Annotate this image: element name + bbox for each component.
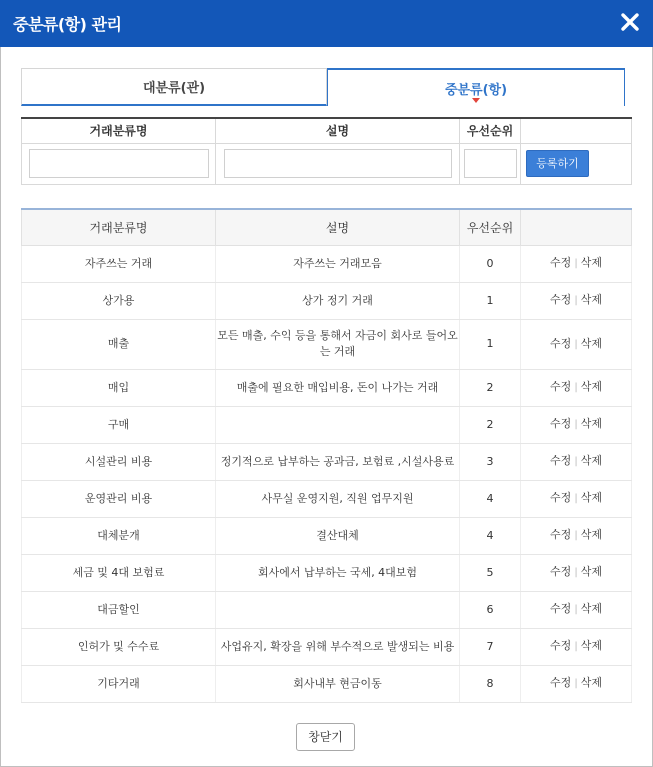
row-actions xyxy=(521,665,632,702)
close-icon[interactable] xyxy=(619,11,641,33)
row-description: 자주쓰는 거래모음 xyxy=(216,245,460,282)
row-actions xyxy=(521,628,632,665)
edit-button[interactable]: 수정 xyxy=(550,602,572,615)
edit-button[interactable]: 수정 xyxy=(550,336,572,350)
registration-form-table xyxy=(21,117,632,185)
row-name: 구매 xyxy=(22,406,216,443)
tab-major-category[interactable] xyxy=(21,68,327,106)
row-name: 시설관리 비용 xyxy=(22,443,216,480)
row-description: 사무실 운영지원, 직원 업무지원 xyxy=(216,480,460,517)
row-name: 대체분개 xyxy=(22,517,216,554)
row-priority: 7 xyxy=(460,628,521,665)
delete-button[interactable]: 삭제 xyxy=(580,293,602,306)
delete-button[interactable]: 삭제 xyxy=(580,380,602,393)
row-actions xyxy=(521,319,632,369)
row-priority: 2 xyxy=(460,369,521,406)
list-header-action xyxy=(521,209,632,245)
delete-button[interactable]: 삭제 xyxy=(580,454,602,467)
row-name: 인허가 및 수수료 xyxy=(22,628,216,665)
edit-button[interactable]: 수정 xyxy=(550,639,572,652)
row-actions xyxy=(521,591,632,628)
form-header-action xyxy=(521,118,632,143)
row-priority: 8 xyxy=(460,665,521,702)
row-description: 모든 매출, 수익 등을 통해서 자금이 회사로 들어오는 거래 xyxy=(216,319,460,369)
edit-button[interactable]: 수정 xyxy=(550,528,572,541)
tab-label: 중분류(항) xyxy=(444,82,508,98)
edit-button[interactable]: 수정 xyxy=(550,491,572,504)
row-description: 상가 정기 거래 xyxy=(216,282,460,319)
list-header-desc: 설명 xyxy=(216,209,460,245)
row-actions xyxy=(521,406,632,443)
action-separator: | xyxy=(574,567,578,578)
priority-input[interactable] xyxy=(464,149,517,178)
table-row xyxy=(22,480,632,517)
form-header-name: 거래분류명 xyxy=(22,118,216,143)
action-separator: | xyxy=(574,258,578,269)
table-row xyxy=(22,517,632,554)
delete-button[interactable]: 삭제 xyxy=(580,491,602,504)
table-row xyxy=(22,628,632,665)
delete-button[interactable]: 삭제 xyxy=(580,256,602,269)
tab-middle-category[interactable] xyxy=(327,68,625,106)
row-description: 회사에서 납부하는 국세, 4대보험 xyxy=(216,554,460,591)
row-actions xyxy=(521,282,632,319)
active-tab-arrow-icon xyxy=(472,98,480,103)
delete-button[interactable]: 삭제 xyxy=(580,528,602,541)
list-header-priority: 우선순위 xyxy=(460,209,521,245)
action-separator: | xyxy=(574,338,578,350)
edit-button[interactable]: 수정 xyxy=(550,256,572,269)
row-actions xyxy=(521,443,632,480)
form-header-desc: 설명 xyxy=(216,118,460,143)
row-description: 사업유지, 확장을 위해 부수적으로 발생되는 비용 xyxy=(216,628,460,665)
row-name: 매출 xyxy=(22,319,216,369)
row-description xyxy=(216,406,460,443)
tab-label: 대분류(관) xyxy=(142,81,206,96)
delete-button[interactable]: 삭제 xyxy=(580,676,602,689)
delete-button[interactable]: 삭제 xyxy=(580,565,602,578)
list-header-name: 거래분류명 xyxy=(22,209,216,245)
edit-button[interactable]: 수정 xyxy=(550,380,572,393)
delete-button[interactable]: 삭제 xyxy=(580,417,602,430)
action-separator: | xyxy=(574,604,578,615)
action-separator: | xyxy=(574,456,578,467)
table-row xyxy=(22,369,632,406)
row-description: 회사내부 현금이동 xyxy=(216,665,460,702)
close-window-button[interactable]: 창닫기 xyxy=(296,723,355,751)
row-name: 기타거래 xyxy=(22,665,216,702)
table-row xyxy=(22,245,632,282)
table-row xyxy=(22,665,632,702)
row-name: 자주쓰는 거래 xyxy=(22,245,216,282)
table-row xyxy=(22,443,632,480)
row-priority: 1 xyxy=(460,282,521,319)
row-name: 운영관리 비용 xyxy=(22,480,216,517)
row-name: 매입 xyxy=(22,369,216,406)
row-description: 결산대체 xyxy=(216,517,460,554)
row-description: 매출에 필요한 매입비용, 돈이 나가는 거래 xyxy=(216,369,460,406)
edit-button[interactable]: 수정 xyxy=(550,293,572,306)
row-name: 대금할인 xyxy=(22,591,216,628)
window-title: 중분류(항) 관리 xyxy=(13,15,122,34)
row-actions xyxy=(521,517,632,554)
row-name: 세금 및 4대 보험료 xyxy=(22,554,216,591)
action-separator: | xyxy=(574,641,578,652)
delete-button[interactable]: 삭제 xyxy=(580,336,602,350)
description-input[interactable] xyxy=(224,149,452,178)
row-priority: 2 xyxy=(460,406,521,443)
action-separator: | xyxy=(574,493,578,504)
action-separator: | xyxy=(574,382,578,393)
table-row xyxy=(22,591,632,628)
table-row xyxy=(22,554,632,591)
table-row xyxy=(22,282,632,319)
delete-button[interactable]: 삭제 xyxy=(580,639,602,652)
edit-button[interactable]: 수정 xyxy=(550,676,572,689)
delete-button[interactable]: 삭제 xyxy=(580,602,602,615)
row-description xyxy=(216,591,460,628)
action-separator: | xyxy=(574,678,578,689)
edit-button[interactable]: 수정 xyxy=(550,454,572,467)
edit-button[interactable]: 수정 xyxy=(550,417,572,430)
row-priority: 1 xyxy=(460,319,521,369)
row-priority: 4 xyxy=(460,480,521,517)
tab-bar xyxy=(21,68,631,106)
category-name-input[interactable] xyxy=(29,149,209,178)
row-priority: 6 xyxy=(460,591,521,628)
row-name: 상가용 xyxy=(22,282,216,319)
action-separator: | xyxy=(574,295,578,306)
action-separator: | xyxy=(574,419,578,430)
row-priority: 0 xyxy=(460,245,521,282)
row-actions xyxy=(521,480,632,517)
row-priority: 3 xyxy=(460,443,521,480)
row-actions xyxy=(521,369,632,406)
row-priority: 4 xyxy=(460,517,521,554)
form-header-priority: 우선순위 xyxy=(460,118,521,143)
action-separator: | xyxy=(574,530,578,541)
table-row xyxy=(22,319,632,369)
row-description: 정기적으로 납부하는 공과금, 보험료 ,시설사용료 xyxy=(216,443,460,480)
edit-button[interactable]: 수정 xyxy=(550,565,572,578)
category-list-table xyxy=(21,208,632,703)
row-priority: 5 xyxy=(460,554,521,591)
title-bar xyxy=(0,0,653,47)
row-actions xyxy=(521,245,632,282)
register-button[interactable]: 등록하기 xyxy=(526,150,589,177)
table-row xyxy=(22,406,632,443)
row-actions xyxy=(521,554,632,591)
